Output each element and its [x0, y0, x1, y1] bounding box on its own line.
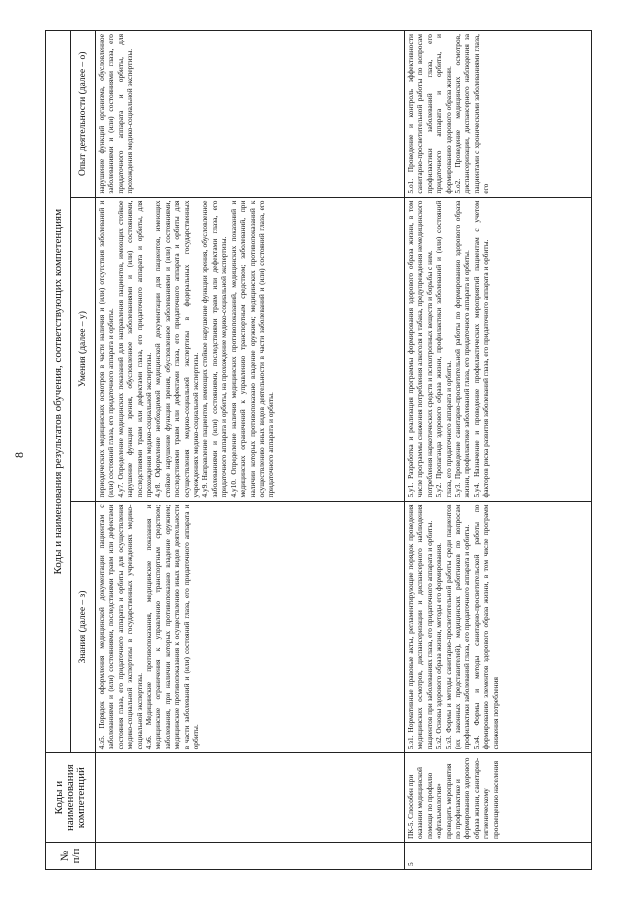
- row-code: [96, 753, 405, 843]
- header-row: [46, 31, 71, 870]
- experience-item: нарушение функций организма, обусловленное заболеваниями и (или) состояниями глаза, его придаточного аппарата и орбиты, для прохождения медико-социальной экспертизы.: [97, 34, 135, 194]
- subheader-row: [71, 31, 96, 870]
- row-num: 5: [405, 842, 592, 869]
- table-row: [405, 31, 592, 870]
- experience-item: 5.о2. Проведение медицинских осмотров, диспансеризации, диспансерного наблюдения за пациентами с хроническими заболеваниями глаза, его: [453, 34, 491, 194]
- skills-item: 5.у3. Проведение санитарно-просветительной работы по формированию здорового образа жизни, профилактике заболеваний глаза, его придаточного аппарата и орбиты.: [453, 200, 472, 498]
- skills-item: 4.у8. Оформление необходимой медицинской документации для пациентов, имеющих стойкое нарушение функции зрения, обусловленное заболеваниями и (или) состояниями, последствиями травм или дефектами глаза, его придаточного аппарата и орбиты для осуществления медико-социальной экспертизы в федеральных государственных учреждениях медико-социальной экспертизы.: [153, 200, 201, 498]
- header-skills: Умения (далее – у): [71, 197, 96, 501]
- competency-table: [45, 30, 592, 870]
- skills-item: 4.у9. Направление пациентов, имеющих стойкое нарушение функции зрения, обусловленное заболеваниями и (или) состояниями, последствиями травм или дефектами глаза, его придаточного аппарата и орбиты, на прохождение медико-социальной экспертизы.: [200, 200, 229, 498]
- knowledge-cell: [405, 501, 592, 753]
- page-number: 8: [12, 452, 26, 458]
- skills-item: 4.у7. Определение медицинских показаний для направления пациентов, имеющих стойкое нарушение функции зрения, обусловленное заболеваниями и (или) состояниями, последствиями травм или дефектами глаза, его придаточного аппарата и орбиты, для прохождения медико-социальной экспертизы.: [115, 200, 154, 498]
- experience-cell: [96, 31, 405, 198]
- row-num: [96, 842, 405, 869]
- skills-cell: [96, 197, 405, 501]
- skills-item: 5.у1. Разработка и реализация программы формирования здорового образа жизни, в том числе программы снижения потребления алкоголя и табака, предупреждения немедицинского потребления наркотических средств и психотропных веществ и борьбы с ним.: [406, 200, 434, 498]
- header-knowledge: Знания (далее – з): [71, 501, 96, 753]
- knowledge-item: 5.з3. Формы и методы санитарно-просветительной работы среди пациентов (их законных представителей), медицинских работников по вопросам профилактики заболеваний глаза, его придаточного аппарата и орбиты.: [443, 504, 472, 750]
- table-row: [96, 31, 405, 870]
- experience-cell: [405, 31, 592, 198]
- knowledge-item: 5.з4. Формы и методы санитарно-просветительской работы по формированию элементов здорового образа жизни, в том числе программ снижения потребления: [471, 504, 500, 750]
- skills-item: 5.у4. Назначение и проведение профилактических мероприятий пациентам с учетом факторов риска развития заболеваний глаза, его придаточного аппарата и орбиты.: [471, 200, 491, 498]
- skills-item: 4.у10. Определение наличия медицинских противопоказаний, медицинских показаний и медицинских ограничений к управлению транспортным средством; заболеваний, при наличии которых противопоказано владение оружием; медицинских противопоказаний к осуществлению иных видов деятельности в части заболеваний и (или) состояний глаза, его придаточного аппарата и орбиты.: [228, 200, 276, 498]
- knowledge-item: 4.з5. Порядок оформления медицинской документации пациентам с заболеваниями и (или) состояниями, последствиями травм или дефектами состояния глаза, его придаточного аппарата и орбиты для осуществления медико-социальной экспертизы в государственных учреждениях медико-социальной экспертизы.: [97, 504, 144, 750]
- header-codes: Коды и наименования компетенций: [46, 753, 96, 843]
- skills-item: 5.у2. Пропаганда здорового образа жизни, профилактики заболеваний и (или) состояний глаза, его придаточного аппарата и орбиты.: [434, 200, 453, 498]
- knowledge-cell: [96, 501, 405, 753]
- header-group: Коды и наименования результатов обучения, соответствующих компетенциям: [46, 31, 71, 753]
- skills-cell: [405, 197, 592, 501]
- experience-item: 5.о1. Проведение и контроль эффективности санитарно-просветительной работы по вопросам профилактики заболеваний глаза, его придаточного аппарата и орбиты, и формированию здорового образа жизни.: [406, 34, 453, 194]
- knowledge-item: 5.з2. Основы здорового образа жизни, методы его формирования.: [434, 543, 444, 750]
- header-num: № п/п: [46, 842, 96, 869]
- knowledge-item: 4.з6. Медицинские противопоказания, медицинские показания и медицинские ограничения к управлению транспортным средством; заболевания, при наличии которых противопоказано владение оружием; медицинские противопоказания к осуществлению иных видов деятельности в части заболеваний и (или) состояний глаза, его придаточного аппарата и орбиты.: [144, 504, 201, 750]
- row-code: ПК-5. Способен при оказании медицинской помощи по профилю «офтальмология» проводить мероприятия по профилактике и формированию здорового образа жизни, санитарно-гигиеническому просвещению населения: [405, 753, 592, 843]
- header-experience: Опыт деятельности (далее – о): [71, 31, 96, 198]
- knowledge-item: 5.з1. Нормативные правовые акты, регламентирующие порядок проведения медицинских осмотров, диспансеризации и диспансерного наблюдения пациентов при заболеваниях глаза, его придаточного аппарата и орбиты.: [406, 504, 434, 750]
- skills-item: периодических медицинских осмотров в части наличия и (или) отсутствия заболеваний и (или) состояний глаза, его придаточного аппарата и орбиты.: [97, 200, 116, 498]
